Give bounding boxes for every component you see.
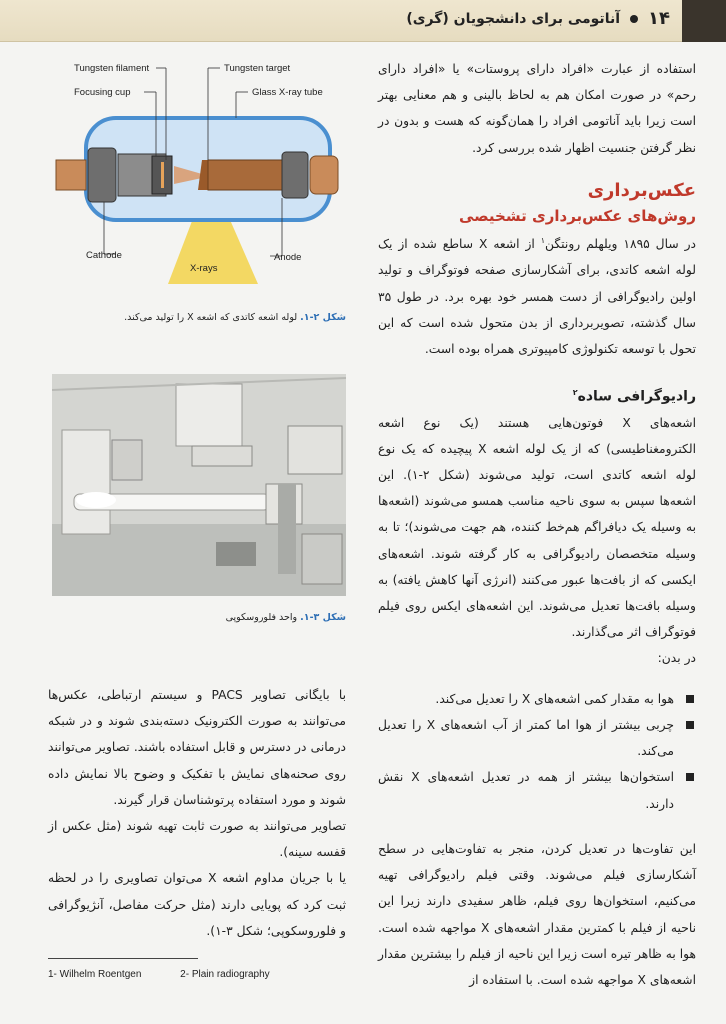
list-item-text: هوا به مقدار کمی اشعه‌های X را تعدیل می‌کند. — [435, 691, 674, 706]
header-bullet-icon — [630, 15, 638, 23]
label-tungsten-filament: Tungsten filament — [74, 63, 150, 74]
anode-cap — [282, 152, 308, 198]
history-text-a: در سال ۱۸۹۵ ویلهلم رونتگن — [545, 237, 696, 252]
attenuation-list — [378, 686, 696, 817]
label-glass-tube: Glass X-ray tube — [252, 87, 323, 98]
running-header — [0, 0, 726, 42]
label-xrays: X-rays — [190, 263, 218, 274]
closing-block — [378, 836, 696, 993]
footnote-ref-1: ۱ — [540, 236, 546, 245]
list-item — [378, 712, 696, 764]
static-paragraph: تصاویر می‌توانند به صورت ثابت تهیه شوند (مثل عکس از قفسه سینه). — [48, 819, 346, 860]
figure-2-caption — [48, 312, 346, 323]
footnote-1: 1- Wilhelm Roentgen — [48, 969, 142, 980]
square-bullet-icon — [686, 695, 694, 703]
plain-radiography-title — [378, 380, 696, 410]
xray-tube-diagram — [48, 56, 348, 306]
plain-radiography-section — [378, 380, 696, 817]
pacs-paragraph: با بایگانی تصاویر PACS و سیستم ارتباطی، عکس‌ها می‌توانند به صورت الکترونیک دسته‌بندی شوند و در شبکه درمانی در دسترس و قابل استفاده باشند. تصاویر می‌توانند روی صحنه‌های نمایش با تفکیک و وضوح بالا نمایش داده شوند و مورد استفاده پرتوشناسان قرار گیرند. — [48, 688, 346, 807]
book-title: آناتومی برای دانشجویان (گری) — [406, 10, 621, 27]
anode-stem — [310, 156, 338, 194]
square-bullet-icon — [686, 721, 694, 729]
footnotes — [48, 969, 306, 980]
subsection-title: روش‌های عکس‌برداری تشخیصی — [458, 207, 696, 225]
history-text-b: از اشعه X ساطع شده از یک لوله اشعه کاتدی، برای آشکارسازی صفحه فوتوگراف و تولید اولین رادیوگرافی از دست همسر خود بهره برد. در طول ۳۵ سال گذشته، تصویربرداری از بدن متحول شده است که این تحول با توسعه تکنولوژی کامپیوتری همراه بوده است. — [378, 237, 696, 356]
figure-3-label: شکل ۳-۱. — [300, 612, 346, 623]
running-head — [406, 8, 670, 29]
in-body-label: در بدن: — [657, 651, 696, 666]
square-bullet-icon — [686, 773, 694, 781]
figure-3-text: واحد فلوروسکوپی — [225, 612, 301, 623]
plain-radiography-paragraph: اشعه‌های X فوتون‌هایی هستند (یک نوع اشعه الکترومغناطیسی) که از یک لوله اشعه X پیچیده که یک نوع لوله اشعه کاتدی است، تولید می‌شوند (شکل ۲-۱). این اشعه‌ها سپس به سوی ناحیه مناسب همسو می‌شوند (اشعه‌ها به وسیله یک دیافراگم هم‌خط کننده، هم جهت می‌شوند)؛ تا به وسیله متخصصان رادیوگرافی به کار گرفته شوند. اشعه‌های ایکسی که از بافت‌ها عبور می‌کنند (انرژی آنها کاهش یافته) به وسیله بافت‌ها تعدیل می‌شوند. این اشعه‌های ایکس روی فیلم فوتوگراف اثر می‌گذارند. — [378, 415, 696, 640]
figure-2-text: لوله اشعه کاتدی که اشعه X را تولید می‌کند. — [124, 312, 301, 323]
history-paragraph — [378, 228, 696, 362]
section-title: عکس‌برداری — [587, 180, 696, 201]
label-anode: Anode — [274, 252, 302, 263]
label-tungsten-target: Tungsten target — [224, 63, 291, 74]
figure-3-caption — [48, 612, 346, 623]
label-cathode: Cathode — [86, 250, 122, 261]
left-column — [48, 682, 346, 944]
list-item-text: استخوان‌ها بیشتر از همه در تعدیل اشعه‌های X نقش دارند. — [378, 770, 674, 811]
cathode-stem — [56, 160, 86, 190]
cathode-body — [88, 148, 116, 202]
tungsten-filament — [161, 162, 164, 188]
intro-paragraph: استفاده از عبارت «افراد دارای پروستات» یا «افراد دارای رحم» در صورت امکان هم به لحاظ بالینی و هم معنایی بهتر است زیرا باید آناتومی افراد را همان‌گونه که هست و بدون در نظر گرفتن جنسیت اظهار شده بررسی کرد. — [378, 62, 696, 155]
imaging-section — [378, 178, 696, 362]
list-item — [378, 764, 696, 816]
right-column — [378, 56, 696, 161]
dynamic-paragraph: یا با جریان مداوم اشعه X می‌توان تصاویری را در لحظه ثبت کرد که پویایی دارند (مثل حرکت مفاصل، آنژیوگرافی و فلوروسکوپی؛ شکل ۳-۱). — [48, 871, 346, 938]
figure-2-label: شکل ۲-۱. — [300, 312, 346, 323]
list-item-text: چربی بیشتر از هوا اما کمتر از آب اشعه‌های X را تعدیل می‌کند. — [378, 717, 674, 759]
plain-radiography-title-text: رادیوگرافی ساده — [577, 388, 696, 405]
fluoroscopy-photo-drawing — [52, 374, 346, 596]
page-number: ۱۴ — [648, 8, 670, 29]
label-focusing-cup: Focusing cup — [74, 87, 131, 98]
list-item — [378, 686, 696, 712]
footnote-rule — [48, 958, 198, 959]
footnote-ref-2: ۲ — [572, 388, 578, 397]
header-edge-tab — [682, 0, 726, 42]
footnote-2: 2- Plain radiography — [180, 969, 270, 980]
closing-paragraph: این تفاوت‌ها در تعدیل کردن، منجر به تفاوت‌هایی در سطح آشکارسازی فیلم می‌شوند. وقتی فیلم رادیوگرافی تهیه می‌کنیم، استخوان‌ها روی فیلم، ظاهر سفیدی دارند زیرا این ناحیه از فیلم با کمترین مقدار اشعه‌های X مواجهه شده است. هوا به ظاهر تیره است زیرا این ناحیه از فیلم را بیشترین مقدار اشعه‌های X مواجهه شده است. با استفاده از — [378, 842, 696, 988]
fluoroscopy-photo — [52, 374, 346, 596]
